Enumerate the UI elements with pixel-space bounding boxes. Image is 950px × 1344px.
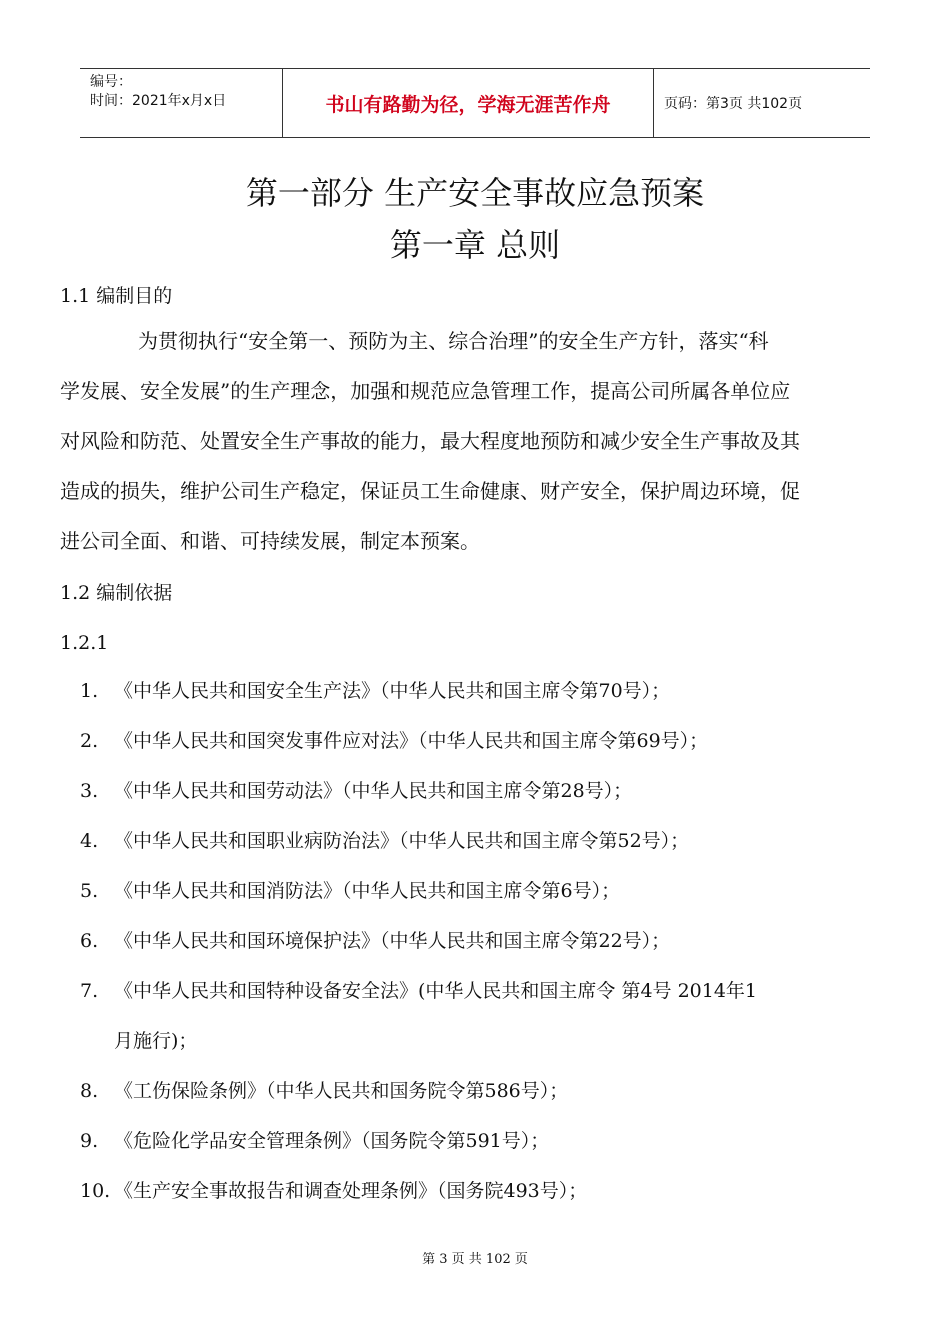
page-footer: 第 3 页 共 102 页: [422, 1252, 528, 1267]
list-item: [80, 1166, 900, 1216]
list-item: [80, 766, 900, 816]
part-title: 第一部分 生产安全事故应急预案: [245, 174, 705, 212]
list-number: 9.: [80, 1130, 99, 1152]
list-number: 4.: [80, 830, 99, 852]
list-number: 7.: [80, 980, 99, 1002]
paragraph-line: 学发展、安全发展”的生产理念，加强和规范应急管理工作，提高公司所属各单位应: [60, 379, 791, 403]
list-text: 《中华人民共和国劳动法》（中华人民共和国主席令第28号）；: [114, 780, 633, 802]
list-item: [80, 966, 900, 1016]
law-list: [80, 666, 900, 1216]
list-text: 《中华人民共和国安全生产法》（中华人民共和国主席令第70号）；: [114, 680, 671, 702]
list-number: 8.: [80, 1080, 99, 1102]
header-page-info: 页码：第3页 共102页: [664, 96, 803, 112]
list-item: [80, 816, 900, 866]
purpose-paragraph: [60, 316, 890, 566]
section-heading-1-2-1: 1.2.1: [60, 632, 109, 654]
list-text: 《生产安全事故报告和调查处理条例》（国务院493号）；: [114, 1180, 588, 1202]
paragraph-line: 对风险和防范、处置安全生产事故的能力，最大程度地预防和减少安全生产事故及其: [60, 429, 800, 453]
list-number: 10.: [80, 1180, 111, 1202]
list-text: 《中华人民共和国环境保护法》（中华人民共和国主席令第22号）；: [114, 930, 671, 952]
section-heading-1-2: 1.2 编制依据: [60, 582, 173, 604]
section-heading-1-1: 1.1 编制目的: [60, 285, 173, 307]
doc-number: 编号：: [90, 74, 132, 90]
paragraph-line: 造成的损失，维护公司生产稳定，保证员工生命健康、财产安全，保护周边环境，促: [60, 479, 800, 503]
list-text: 《中华人民共和国消防法》（中华人民共和国主席令第6号）；: [114, 880, 621, 902]
list-number: 6.: [80, 930, 99, 952]
page-header: [80, 68, 870, 138]
list-text: 《中华人民共和国特种设备安全法》(中华人民共和国主席令 第4号 2014年1: [114, 980, 758, 1002]
list-number: 5.: [80, 880, 99, 902]
list-item: [80, 716, 900, 766]
list-number: 2.: [80, 730, 99, 752]
list-text: 《危险化学品安全管理条例》（国务院令第591号）；: [114, 1130, 550, 1152]
list-number: 1.: [80, 680, 99, 702]
list-item: [80, 1066, 900, 1116]
list-item: [80, 666, 900, 716]
list-number: 3.: [80, 780, 99, 802]
chapter-title: 第一章 总则: [389, 226, 561, 264]
header-meta: [80, 69, 282, 137]
paragraph-line: 进公司全面、和谐、可持续发展，制定本预案。: [60, 529, 480, 553]
list-item: [80, 866, 900, 916]
doc-date: 时间：2021年x月x日: [90, 93, 227, 109]
paragraph-line: 为贯彻执行“安全第一、预防为主、综合治理”的安全生产方针，落实“科: [138, 329, 769, 353]
list-item: [80, 916, 900, 966]
header-motto: 书山有路勤为径，学海无涯苦作舟: [282, 69, 654, 137]
list-text: 《中华人民共和国职业病防治法》（中华人民共和国主席令第52号）；: [114, 830, 690, 852]
list-item: [80, 1116, 900, 1166]
list-text: 《工伤保险条例》（中华人民共和国务院令第586号）；: [114, 1080, 569, 1102]
list-item-continuation: 月施行)；: [114, 1030, 198, 1052]
list-text: 《中华人民共和国突发事件应对法》（中华人民共和国主席令第69号）；: [114, 730, 709, 752]
